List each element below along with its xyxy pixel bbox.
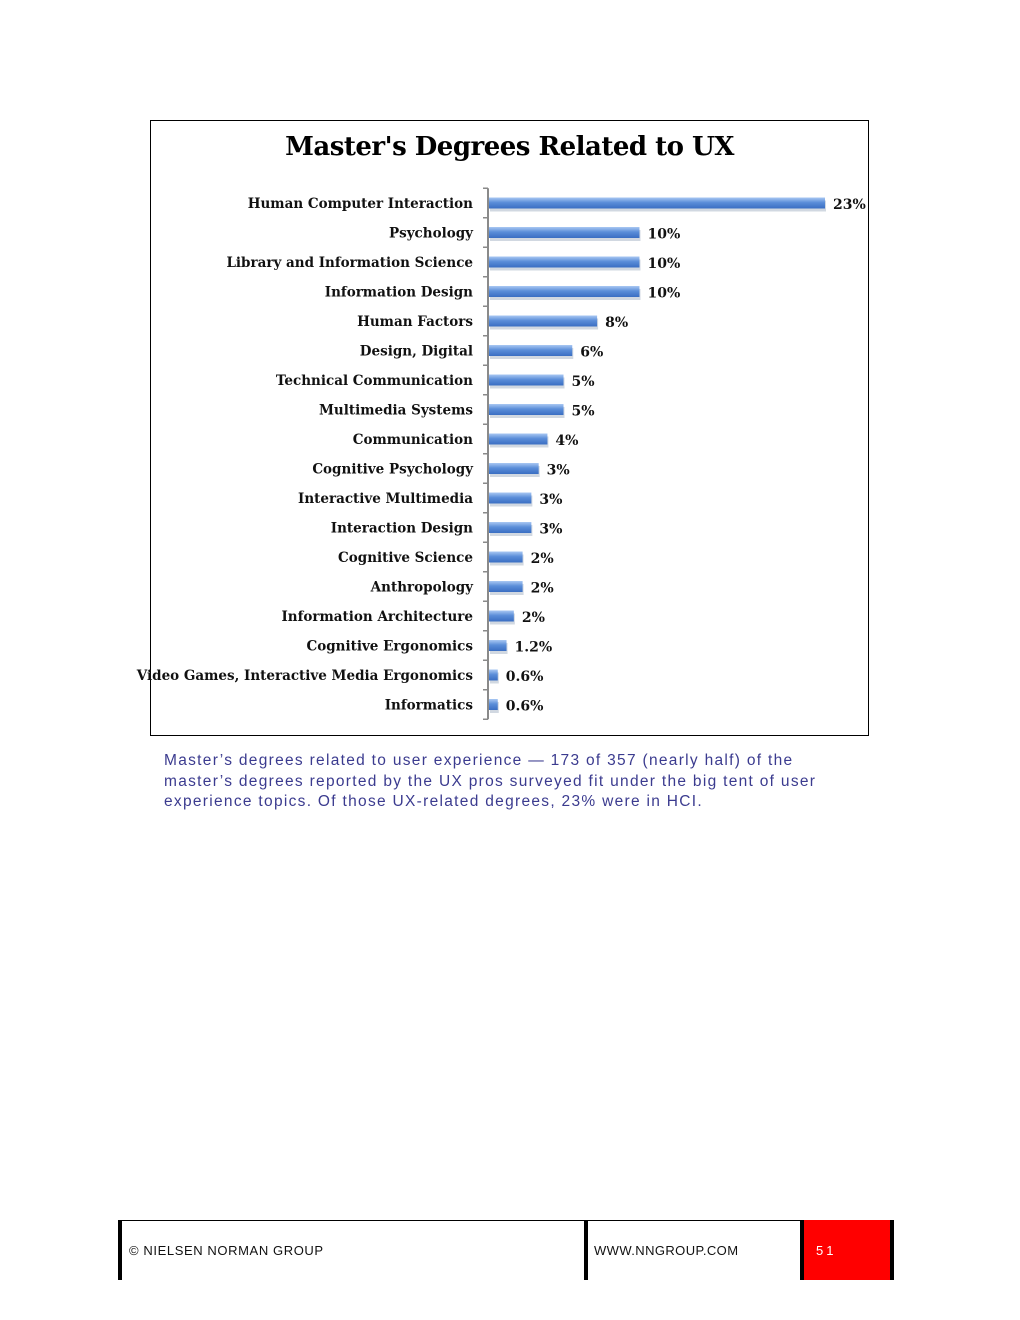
bar — [489, 375, 564, 386]
bar — [489, 227, 639, 238]
data-label: 23% — [833, 197, 866, 213]
data-label: 10% — [647, 256, 681, 272]
category-label: Human Computer Interaction — [247, 196, 473, 212]
bar — [489, 640, 507, 651]
bar — [489, 493, 531, 504]
figure-caption: Master’s degrees related to user experience — 173 of 357 (nearly half) of the master’s degrees reported by the UX pros surveyed fit under the big tent of user experience topics. Of those UX-related degrees, 23% were in HCI. — [164, 752, 817, 810]
bar — [489, 699, 498, 710]
data-label: 5% — [571, 374, 595, 390]
category-label: Information Design — [324, 284, 473, 301]
category-label: Human Factors — [357, 314, 473, 330]
data-label: 3% — [539, 492, 563, 508]
category-label: Design, Digital — [359, 343, 473, 360]
data-label: 8% — [605, 315, 629, 331]
category-label: Cognitive Science — [338, 550, 473, 566]
category-label: Cognitive Ergonomics — [306, 638, 473, 655]
bar — [489, 434, 547, 445]
category-label: Cognitive Psychology — [312, 461, 473, 478]
data-label: 3% — [539, 521, 563, 538]
data-label: 10% — [647, 285, 681, 302]
data-label: 0.6% — [505, 698, 544, 715]
data-label: 5% — [571, 403, 595, 420]
data-label: 2% — [530, 551, 554, 567]
data-label: 2% — [530, 580, 554, 597]
chart-title: Master's Degrees Related to UX — [285, 132, 734, 162]
bar — [489, 257, 639, 268]
category-label: Anthropology — [370, 579, 473, 596]
bar — [489, 522, 531, 533]
data-label: 1.2% — [514, 639, 553, 656]
bar — [489, 198, 825, 209]
bar — [489, 345, 572, 356]
category-label: Communication — [352, 432, 473, 448]
bar — [489, 463, 539, 474]
data-label: 0.6% — [505, 669, 544, 685]
bar — [489, 286, 639, 297]
category-label: Interaction Design — [330, 520, 473, 537]
bar — [489, 581, 523, 592]
page-footer — [118, 1220, 894, 1280]
data-label: 6% — [580, 344, 604, 361]
category-label: Information Architecture — [281, 609, 473, 625]
data-label: 2% — [521, 610, 545, 626]
category-label: Informatics — [384, 697, 473, 714]
category-label: Multimedia Systems — [318, 402, 473, 419]
page-number-box — [800, 1220, 894, 1280]
data-label: 3% — [546, 462, 570, 479]
bar — [489, 316, 597, 327]
footer-divider — [118, 1220, 122, 1280]
data-label: 10% — [647, 226, 681, 243]
category-label: Video Games, Interactive Media Ergonomics — [136, 668, 473, 684]
bar — [489, 552, 523, 563]
footer-divider — [584, 1220, 588, 1280]
bar — [489, 670, 498, 681]
footer-copyright: © NIELSEN NORMAN GROUP — [129, 1243, 324, 1258]
category-label: Psychology — [388, 225, 473, 242]
footer-url: WWW.NNGROUP.COM — [594, 1243, 739, 1258]
category-label: Library and Information Science — [226, 255, 473, 271]
footer-rule — [118, 1220, 802, 1221]
category-label: Technical Communication — [275, 373, 473, 389]
bar — [489, 404, 564, 415]
bar — [489, 611, 514, 622]
category-label: Interactive Multimedia — [298, 491, 473, 507]
page-number: 51 — [816, 1243, 837, 1258]
data-label: 4% — [555, 433, 579, 449]
